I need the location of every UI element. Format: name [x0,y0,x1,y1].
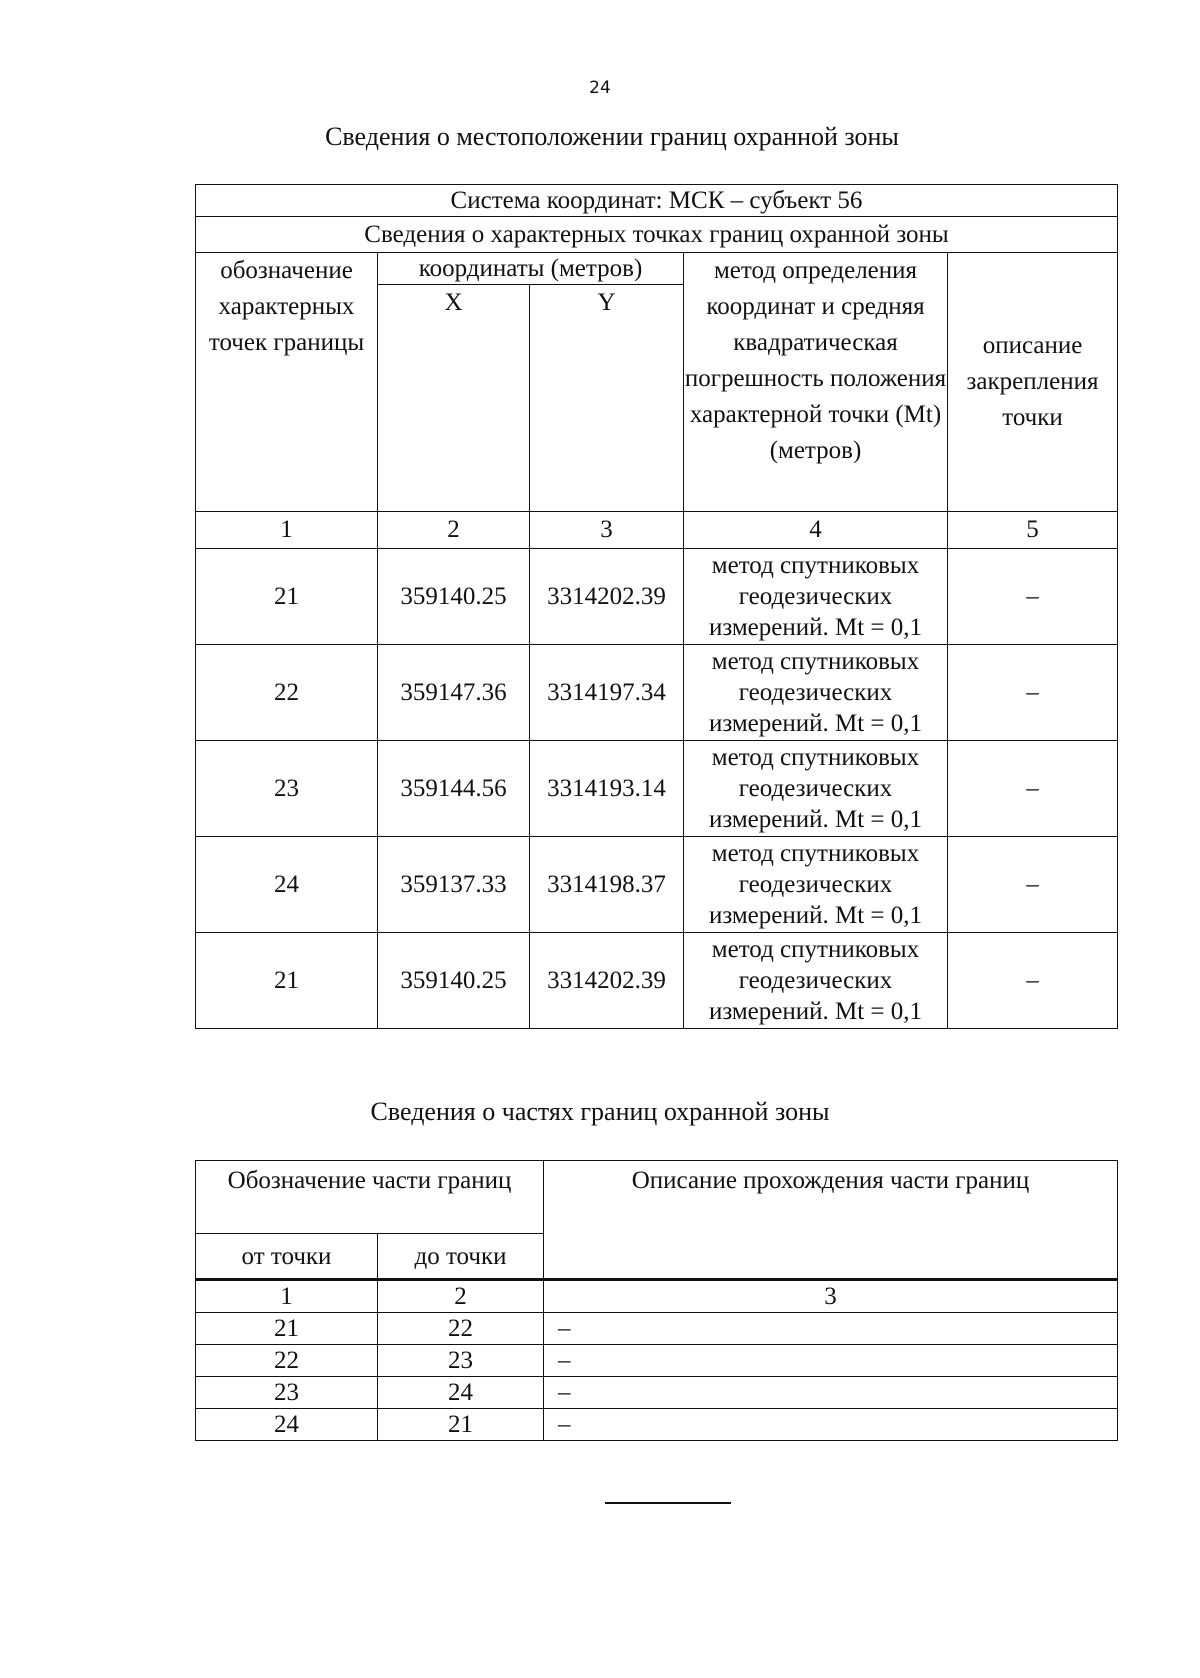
part-description: – [544,1377,1118,1409]
from-point: 24 [196,1409,378,1441]
table-row [196,741,1118,837]
boundary-parts-table [195,1160,1118,1441]
method-text: метод спутниковых геодезических измерений. Mt = 0,1 [684,549,948,645]
method-text: метод спутниковых геодезических измерений. Mt = 0,1 [684,837,948,933]
column-number: 5 [948,512,1118,549]
table-row [196,933,1118,1029]
column-number: 3 [530,512,684,549]
point-number: 24 [196,837,378,933]
table-row [196,1409,1118,1441]
header-y: Y [530,285,684,512]
coord-y: 3314202.39 [530,933,684,1029]
coord-y: 3314198.37 [530,837,684,933]
from-point: 22 [196,1345,378,1377]
to-point: 23 [378,1345,544,1377]
part-description: – [544,1345,1118,1377]
method-text: метод спутниковых геодезических измерений. Mt = 0,1 [684,741,948,837]
table-row [196,549,1118,645]
coord-x: 359147.36 [378,645,530,741]
header-description: описание закрепления точки [948,253,1118,512]
method-text: метод спутниковых геодезических измерений. Mt = 0,1 [684,645,948,741]
point-description: – [948,837,1118,933]
header-to-point: до точки [378,1234,544,1280]
column-number: 4 [684,512,948,549]
table-row [196,645,1118,741]
table-row [196,1345,1118,1377]
coord-x: 359140.25 [378,549,530,645]
header-from-point: от точки [196,1234,378,1280]
column-number: 2 [378,1280,544,1313]
coord-x: 359137.33 [378,837,530,933]
header-method: метод определения координат и средняя квадратическая погрешность положения характерной точки (Mt) (метров) [684,253,948,512]
points-subheader: Сведения о характерных точках границ охранной зоны [196,217,1118,253]
coord-y: 3314197.34 [530,645,684,741]
header-coordinates: координаты (метров) [378,253,684,285]
part-description: – [544,1409,1118,1441]
to-point: 21 [378,1409,544,1441]
table-row [196,837,1118,933]
part-description: – [544,1313,1118,1345]
from-point: 23 [196,1377,378,1409]
point-number: 23 [196,741,378,837]
header-designation: обозначение характерных точек границы [196,253,378,512]
point-number: 21 [196,549,378,645]
method-text: метод спутниковых геодезических измерений. Mt = 0,1 [684,933,948,1029]
column-number: 3 [544,1280,1118,1313]
point-description: – [948,645,1118,741]
table-row [196,1377,1118,1409]
coord-x: 359140.25 [378,933,530,1029]
header-part-description: Описание прохождения части границ [544,1161,1118,1280]
boundary-points-table [195,184,1118,1029]
table-row [196,1313,1118,1345]
from-point: 21 [196,1313,378,1345]
header-x: X [378,285,530,512]
point-number: 21 [196,933,378,1029]
page-number: 24 [589,78,611,98]
point-description: – [948,741,1118,837]
point-description: – [948,549,1118,645]
column-number: 1 [196,1280,378,1313]
closing-rule [605,1502,731,1504]
point-description: – [948,933,1118,1029]
coord-x: 359144.56 [378,741,530,837]
coord-y: 3314202.39 [530,549,684,645]
coordinate-system: Система координат: МСК – субъект 56 [196,185,1118,217]
section1-title: Сведения о местоположении границ охранной зоны [325,122,899,151]
column-number: 1 [196,512,378,549]
to-point: 22 [378,1313,544,1345]
header-part-designation: Обозначение части границ [196,1161,544,1234]
section2-title: Сведения о частях границ охранной зоны [370,1097,830,1126]
point-number: 22 [196,645,378,741]
to-point: 24 [378,1377,544,1409]
coord-y: 3314193.14 [530,741,684,837]
column-number: 2 [378,512,530,549]
